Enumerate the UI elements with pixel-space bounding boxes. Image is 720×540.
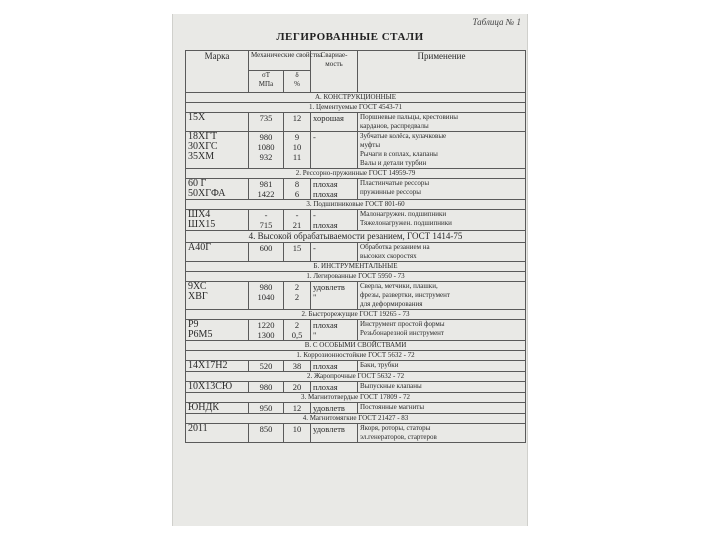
table-row [186, 210, 526, 231]
elongation [284, 282, 311, 310]
steel-grade [186, 424, 249, 443]
weldability [311, 210, 358, 231]
elongation-text: 12 [292, 113, 302, 123]
yield-strength [249, 320, 284, 341]
steel-grade [186, 382, 249, 393]
section-heading-row [186, 341, 526, 351]
elongation-text: 21 [292, 220, 302, 230]
yield-strength-text: - [264, 210, 268, 220]
weldability-text: удовлетв [313, 282, 345, 292]
header-delta: δ % [284, 71, 311, 93]
section-heading: В. С ОСОБЫМИ СВОЙСТВАМИ [186, 341, 526, 351]
elongation-text: 10 [292, 424, 302, 434]
table-header [186, 51, 526, 93]
weldability [311, 361, 358, 372]
steel-grade-text: ШХ15 [188, 219, 216, 230]
table-row [186, 243, 526, 262]
application [358, 382, 526, 393]
elongation-text: 8 [294, 179, 300, 189]
application [358, 320, 526, 341]
weldability [311, 382, 358, 393]
section-heading-row [186, 169, 526, 179]
section-heading-row [186, 262, 526, 272]
application [358, 424, 526, 443]
application [358, 113, 526, 132]
table-row [186, 403, 526, 414]
section-heading: 1. Коррозионностойкие ГОСТ 5632 - 72 [186, 351, 526, 361]
application [358, 210, 526, 231]
section-heading: 3. Подшипниковые ГОСТ 801-60 [186, 200, 526, 210]
yield-strength-text: 980 [259, 132, 273, 142]
yield-strength [249, 361, 284, 372]
weldability-text: удовлетв [313, 403, 345, 413]
elongation-text: 38 [292, 361, 302, 371]
application-text: фрезы, развертки, инструмент [360, 291, 450, 299]
section-heading-row [186, 310, 526, 320]
elongation-text: 10 [292, 142, 302, 152]
section-heading-row [186, 414, 526, 424]
weldability-text: - [313, 210, 316, 220]
yield-strength [249, 113, 284, 132]
steel-grade-text: Р9 [188, 319, 199, 330]
steel-grade [186, 282, 249, 310]
elongation [284, 132, 311, 169]
section-heading-row [186, 231, 526, 243]
steel-grade [186, 210, 249, 231]
steel-grade-text: 30ХГС [188, 141, 218, 152]
elongation-text: 9 [294, 132, 300, 142]
yield-strength-text: 1080 [257, 142, 275, 152]
weldability-text: удовлетв [313, 424, 345, 434]
table-row [186, 179, 526, 200]
yield-strength-text: 735 [259, 113, 273, 123]
elongation-text: 2 [294, 320, 300, 330]
yield-strength [249, 282, 284, 310]
yield-strength [249, 403, 284, 414]
steel-grade [186, 403, 249, 414]
elongation [284, 210, 311, 231]
weldability [311, 179, 358, 200]
steel-grade-text: 14Х17Н2 [188, 360, 228, 371]
elongation-text: 15 [292, 243, 302, 253]
weldability [311, 113, 358, 132]
application-text: для деформирования [360, 300, 423, 308]
header-grade: Марка [186, 51, 249, 93]
elongation-text: 2 [294, 282, 300, 292]
header-mech: Механические свойства [249, 51, 311, 71]
table-row [186, 424, 526, 443]
application-text: Пластинчатые рессоры [360, 179, 430, 187]
yield-strength [249, 132, 284, 169]
steel-grade-text: ХВГ [188, 291, 208, 302]
weldability-text: плохая [313, 382, 338, 392]
alloy-steel-table [185, 50, 526, 443]
weldability [311, 320, 358, 341]
application-text: Рычаги в соплах, клапаны [360, 150, 438, 158]
yield-strength-text: 1422 [257, 189, 275, 199]
section-heading-row [186, 200, 526, 210]
section-heading-row [186, 103, 526, 113]
table-body [186, 93, 526, 443]
application-text: Тяжелонагружен. подшипники [360, 219, 452, 227]
yield-strength [249, 424, 284, 443]
steel-grade-text: 2011 [188, 423, 208, 434]
section-heading: Б. ИНСТРУМЕНТАЛЬНЫЕ [186, 262, 526, 272]
steel-grade-text: 35ХМ [188, 151, 215, 162]
application-text: Резьбонарезной инструмент [360, 329, 444, 337]
yield-strength [249, 382, 284, 393]
steel-grade-text: А40Г [188, 242, 212, 253]
elongation [284, 113, 311, 132]
yield-strength [249, 243, 284, 262]
steel-grade [186, 243, 249, 262]
weldability-text: - [313, 132, 316, 142]
application-text: Баки, трубки [360, 361, 399, 369]
elongation [284, 243, 311, 262]
elongation-text: - [295, 210, 299, 220]
weldability-text: " [313, 330, 317, 340]
weldability-text: - [313, 243, 316, 253]
application [358, 361, 526, 372]
section-heading: 4. Магнитомягкие ГОСТ 21427 - 83 [186, 414, 526, 424]
elongation [284, 424, 311, 443]
elongation [284, 382, 311, 393]
weldability-text: плохая [313, 179, 338, 189]
elongation-text: 2 [294, 292, 300, 302]
application-text: Валы и детали турбин [360, 159, 427, 167]
weldability-text: плохая [313, 361, 338, 371]
yield-strength-text: 981 [259, 179, 273, 189]
weldability [311, 403, 358, 414]
steel-grade-text: ШХ4 [188, 209, 211, 220]
section-heading-row [186, 372, 526, 382]
yield-strength-text: 932 [259, 152, 273, 162]
document-title: ЛЕГИРОВАННЫЕ СТАЛИ [276, 31, 424, 43]
steel-grade [186, 320, 249, 341]
application-text: Зубчатые колёса, кулачковые [360, 132, 447, 140]
weldability [311, 424, 358, 443]
section-heading: 3. Магнитотвердые ГОСТ 17809 - 72 [186, 393, 526, 403]
steel-grade-text: 50ХГФА [188, 188, 226, 199]
section-heading: А. КОНСТРУКЦИОННЫЕ [186, 93, 526, 103]
yield-strength [249, 179, 284, 200]
scanned-document [172, 14, 528, 526]
section-heading: 2. Жаропрочные ГОСТ 5632 - 72 [186, 372, 526, 382]
elongation-text: 11 [292, 152, 302, 162]
table-row [186, 320, 526, 341]
yield-strength-text: 1220 [257, 320, 275, 330]
weldability [311, 132, 358, 169]
section-heading-row [186, 272, 526, 282]
application-text: Малонагружен. подшипники [360, 210, 447, 218]
yield-strength-text: 950 [259, 403, 273, 413]
steel-grade [186, 113, 249, 132]
application [358, 179, 526, 200]
elongation [284, 361, 311, 372]
steel-grade-text: 18ХГТ [188, 131, 218, 142]
yield-strength-text: 1300 [257, 330, 275, 340]
elongation-text: 20 [292, 382, 302, 392]
elongation-text: 0,5 [291, 330, 303, 340]
application-text: Обработка резанием на [360, 243, 430, 251]
steel-grade-text: 15Х [188, 112, 206, 123]
application-text: высоких скоростях [360, 252, 417, 260]
elongation-text: 6 [294, 189, 300, 199]
table-row [186, 282, 526, 310]
elongation [284, 320, 311, 341]
steel-grade-text: 9ХС [188, 281, 207, 292]
elongation [284, 403, 311, 414]
application-text: карданов, распредвалы [360, 122, 429, 130]
steel-grade [186, 132, 249, 169]
section-heading-row [186, 351, 526, 361]
application-text: Якоря, роторы, статоры [360, 424, 431, 432]
weldability [311, 282, 358, 310]
steel-grade [186, 361, 249, 372]
application [358, 132, 526, 169]
yield-strength-text: 600 [259, 243, 273, 253]
application [358, 282, 526, 310]
application [358, 403, 526, 414]
section-heading: 1. Цементуемые ГОСТ 4543-71 [186, 103, 526, 113]
weldability-text: плохая [313, 220, 338, 230]
application [358, 243, 526, 262]
yield-strength-text: 850 [259, 424, 273, 434]
application-text: Инструмент простой формы [360, 320, 445, 328]
section-heading-row [186, 93, 526, 103]
application-text: пружинные рессоры [360, 188, 421, 196]
application-text: муфты [360, 141, 381, 149]
header-application: Применение [358, 51, 526, 93]
application-text: Сверла, метчики, плашки, [360, 282, 438, 290]
application-text: эл.генераторов, стартеров [360, 433, 437, 441]
yield-strength-text: 980 [259, 282, 273, 292]
table-number: Таблица № 1 [472, 17, 521, 27]
table-row [186, 361, 526, 372]
application-text: Постоянные магниты [360, 403, 425, 411]
yield-strength-text: 520 [259, 361, 273, 371]
yield-strength [249, 210, 284, 231]
section-heading: 2. Рессорно-пружинные ГОСТ 14959-79 [186, 169, 526, 179]
header-weldability: Свариае-мость [311, 51, 358, 93]
weldability-text: плохая [313, 189, 338, 199]
weldability-text: " [313, 292, 317, 302]
header-sigma: σТ МПа [249, 71, 284, 93]
section-heading: 1. Легированные ГОСТ 5950 - 73 [186, 272, 526, 282]
table-row [186, 382, 526, 393]
section-heading: 2. Быстрорежущие ГОСТ 19265 - 73 [186, 310, 526, 320]
elongation [284, 179, 311, 200]
application-text: Выпускные клапаны [360, 382, 422, 390]
table-row [186, 132, 526, 169]
weldability-text: плохая [313, 320, 338, 330]
steel-grade-text: Р6М5 [188, 329, 213, 340]
weldability [311, 243, 358, 262]
yield-strength-text: 1040 [257, 292, 275, 302]
weldability-text: хорошая [313, 113, 344, 123]
yield-strength-text: 715 [259, 220, 273, 230]
steel-grade-text: 60 Г [188, 178, 207, 189]
steel-grade-text: 10Х13СЮ [188, 381, 233, 392]
steel-grade-text: ЮНДК [188, 402, 219, 413]
elongation-text: 12 [292, 403, 302, 413]
section-heading: 4. Высокой обрабатываемости резанием, ГОСТ 1414-75 [186, 231, 526, 243]
steel-grade [186, 179, 249, 200]
yield-strength-text: 980 [259, 382, 273, 392]
table-row [186, 113, 526, 132]
section-heading-row [186, 393, 526, 403]
application-text: Поршневые пальцы, крестовины [360, 113, 458, 121]
